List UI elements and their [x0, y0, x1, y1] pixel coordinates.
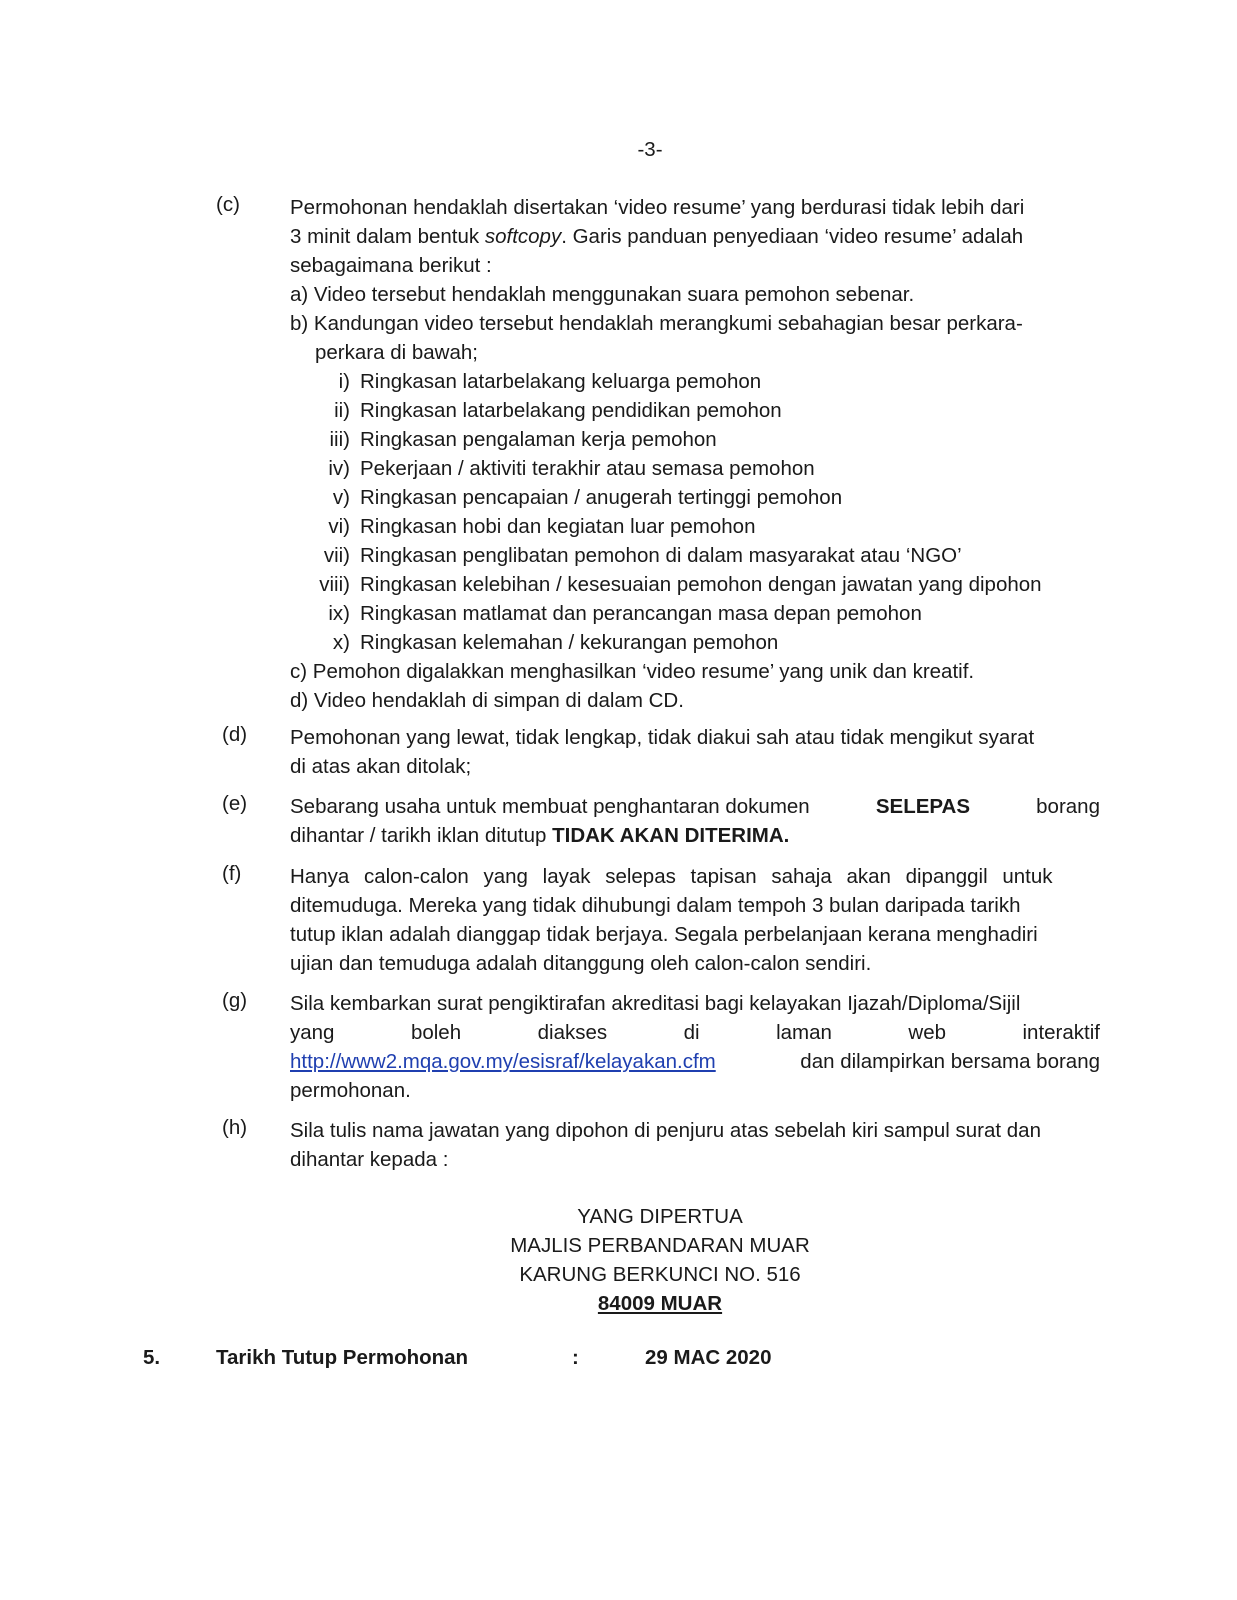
item-f-marker: (f): [222, 862, 242, 885]
page-number: -3-: [637, 138, 663, 161]
roman-num: ii): [334, 399, 350, 422]
word: interaktif: [1022, 1021, 1100, 1044]
item-f-line2: ditemuduga. Mereka yang tidak dihubungi dalam tempoh 3 bulan daripada tarikh: [290, 894, 1021, 917]
sub-b-line2: perkara di bawah;: [315, 341, 478, 364]
item-e-line2: [290, 821, 1100, 850]
roman-item: [306, 512, 1100, 541]
address-line1: YANG DIPERTUA: [577, 1205, 743, 1228]
roman-item: [306, 425, 1100, 454]
roman-num: ix): [328, 602, 350, 625]
item-c-line1: Permohonan hendaklah disertakan ‘video resume’ yang berdurasi tidak lebih dari: [290, 196, 1025, 219]
item-e-marker: (e): [222, 792, 248, 815]
roman-text: Ringkasan penglibatan pemohon di dalam masyarakat atau ‘NGO’: [360, 544, 962, 567]
item-h-marker: (h): [222, 1116, 248, 1139]
word: di: [683, 1021, 700, 1044]
item-e-line1-post: borang: [1036, 795, 1100, 818]
roman-text: Ringkasan hobi dan kegiatan luar pemohon: [360, 515, 756, 538]
item-e-line2-pre: dihantar / tarikh iklan ditutup: [290, 824, 553, 847]
roman-item: [306, 367, 1100, 396]
roman-list: [290, 367, 1100, 657]
address-line3: KARUNG BERKUNCI NO. 516: [519, 1263, 801, 1286]
item-c-line2-post: . Garis panduan penyediaan ‘video resume’ adalah: [561, 225, 1024, 248]
roman-item: [306, 599, 1100, 628]
roman-item: [306, 396, 1100, 425]
sub-d: d) Video hendaklah di simpan di dalam CD.: [290, 689, 684, 712]
item-c-line3: sebagaimana berikut :: [290, 254, 492, 277]
roman-item: [306, 454, 1100, 483]
item-h-body: [290, 1116, 1100, 1174]
closing-label: Tarikh Tutup Permohonan: [216, 1346, 469, 1369]
item-e-line1: [290, 792, 1100, 821]
address-block: [400, 1202, 920, 1318]
word: yang: [290, 1021, 335, 1044]
item-g-line1: Sila kembarkan surat pengiktirafan akreditasi bagi kelayakan Ijazah/Diploma/Sijil: [290, 992, 1021, 1015]
item-g-body: [290, 989, 1100, 1105]
roman-text: Ringkasan latarbelakang keluarga pemohon: [360, 370, 762, 393]
roman-item: [306, 628, 1100, 657]
item-e-line1-pre: Sebarang usaha untuk membuat penghantaran dokumen: [290, 795, 810, 818]
selepas-bold: SELEPAS: [875, 795, 971, 818]
item-d-line2: di atas akan ditolak;: [290, 755, 472, 778]
closing-colon: :: [572, 1346, 579, 1369]
roman-num: vii): [323, 544, 350, 567]
roman-num: iii): [329, 428, 350, 451]
roman-num: v): [332, 486, 350, 509]
roman-num: i): [338, 370, 350, 393]
tidak-diterima-bold: TIDAK AKAN DITERIMA.: [552, 824, 790, 847]
item-g-line4: permohonan.: [290, 1079, 411, 1102]
item-g-line3-post: dan dilampirkan bersama borang: [800, 1050, 1100, 1073]
sub-a: a) Video tersebut hendaklah menggunakan suara pemohon sebenar.: [290, 283, 915, 306]
item-f-line3: tutup iklan adalah dianggap tidak berjaya. Segala perbelanjaan kerana menghadiri: [290, 923, 1038, 946]
item-c-marker: (c): [216, 193, 240, 216]
roman-item: [306, 570, 1100, 599]
roman-text: Ringkasan matlamat dan perancangan masa depan pemohon: [360, 602, 922, 625]
closing-date: 29 MAC 2020: [645, 1346, 772, 1369]
roman-text: Ringkasan kelebihan / kesesuaian pemohon dengan jawatan yang dipohon: [360, 573, 1042, 596]
word: boleh: [410, 1021, 462, 1044]
item-e-body: [290, 792, 1100, 850]
item-f-line1: Hanya calon-calon yang layak selepas tapisan sahaja akan dipanggil untuk: [290, 865, 1053, 888]
item-h-line2: dihantar kepada :: [290, 1148, 449, 1171]
item-g-marker: (g): [222, 989, 248, 1012]
roman-text: Ringkasan pengalaman kerja pemohon: [360, 428, 717, 451]
item-c-line2-pre: 3 minit dalam bentuk: [290, 225, 485, 248]
roman-item: [306, 541, 1100, 570]
roman-num: vi): [328, 515, 350, 538]
item-d-marker: (d): [222, 723, 248, 746]
roman-num: x): [332, 631, 350, 654]
item-c-body: [290, 193, 1100, 715]
softcopy-emphasis: softcopy: [484, 225, 562, 248]
item-h-line1: Sila tulis nama jawatan yang dipohon di penjuru atas sebelah kiri sampul surat dan: [290, 1119, 1041, 1142]
mqa-link[interactable]: http://www2.mqa.gov.my/esisraf/kelayakan.cfm: [290, 1050, 716, 1073]
roman-text: Ringkasan kelemahan / kekurangan pemohon: [360, 631, 779, 654]
sub-c: c) Pemohon digalakkan menghasilkan ‘video resume’ yang unik dan kreatif.: [290, 660, 975, 683]
address-postcode: 84009 MUAR: [597, 1292, 723, 1315]
sub-b-line1: b) Kandungan video tersebut hendaklah merangkumi sebahagian besar perkara-: [290, 312, 1023, 335]
roman-text: Ringkasan pencapaian / anugerah tertinggi pemohon: [360, 486, 843, 509]
address-line2: MAJLIS PERBANDARAN MUAR: [510, 1234, 810, 1257]
item-d-body: [290, 723, 1100, 781]
item-c-line2: [290, 222, 1100, 251]
word: diakses: [537, 1021, 608, 1044]
roman-num: viii): [319, 573, 350, 596]
roman-text: Ringkasan latarbelakang pendidikan pemohon: [360, 399, 782, 422]
roman-text: Pekerjaan / aktiviti terakhir atau semasa pemohon: [360, 457, 815, 480]
word: laman: [776, 1021, 832, 1044]
item-g-line3: [290, 1047, 1100, 1076]
item-d-line1: Pemohonan yang lewat, tidak lengkap, tidak diakui sah atau tidak mengikut syarat: [290, 726, 1035, 749]
word: web: [908, 1021, 946, 1044]
item-f-line4: ujian dan temuduga adalah ditanggung oleh calon-calon sendiri.: [290, 952, 872, 975]
item-g-line2: [290, 1018, 1100, 1047]
roman-num: iv): [328, 457, 350, 480]
item-f-body: [290, 862, 1100, 978]
section-number: 5.: [143, 1346, 161, 1369]
roman-item: [306, 483, 1100, 512]
